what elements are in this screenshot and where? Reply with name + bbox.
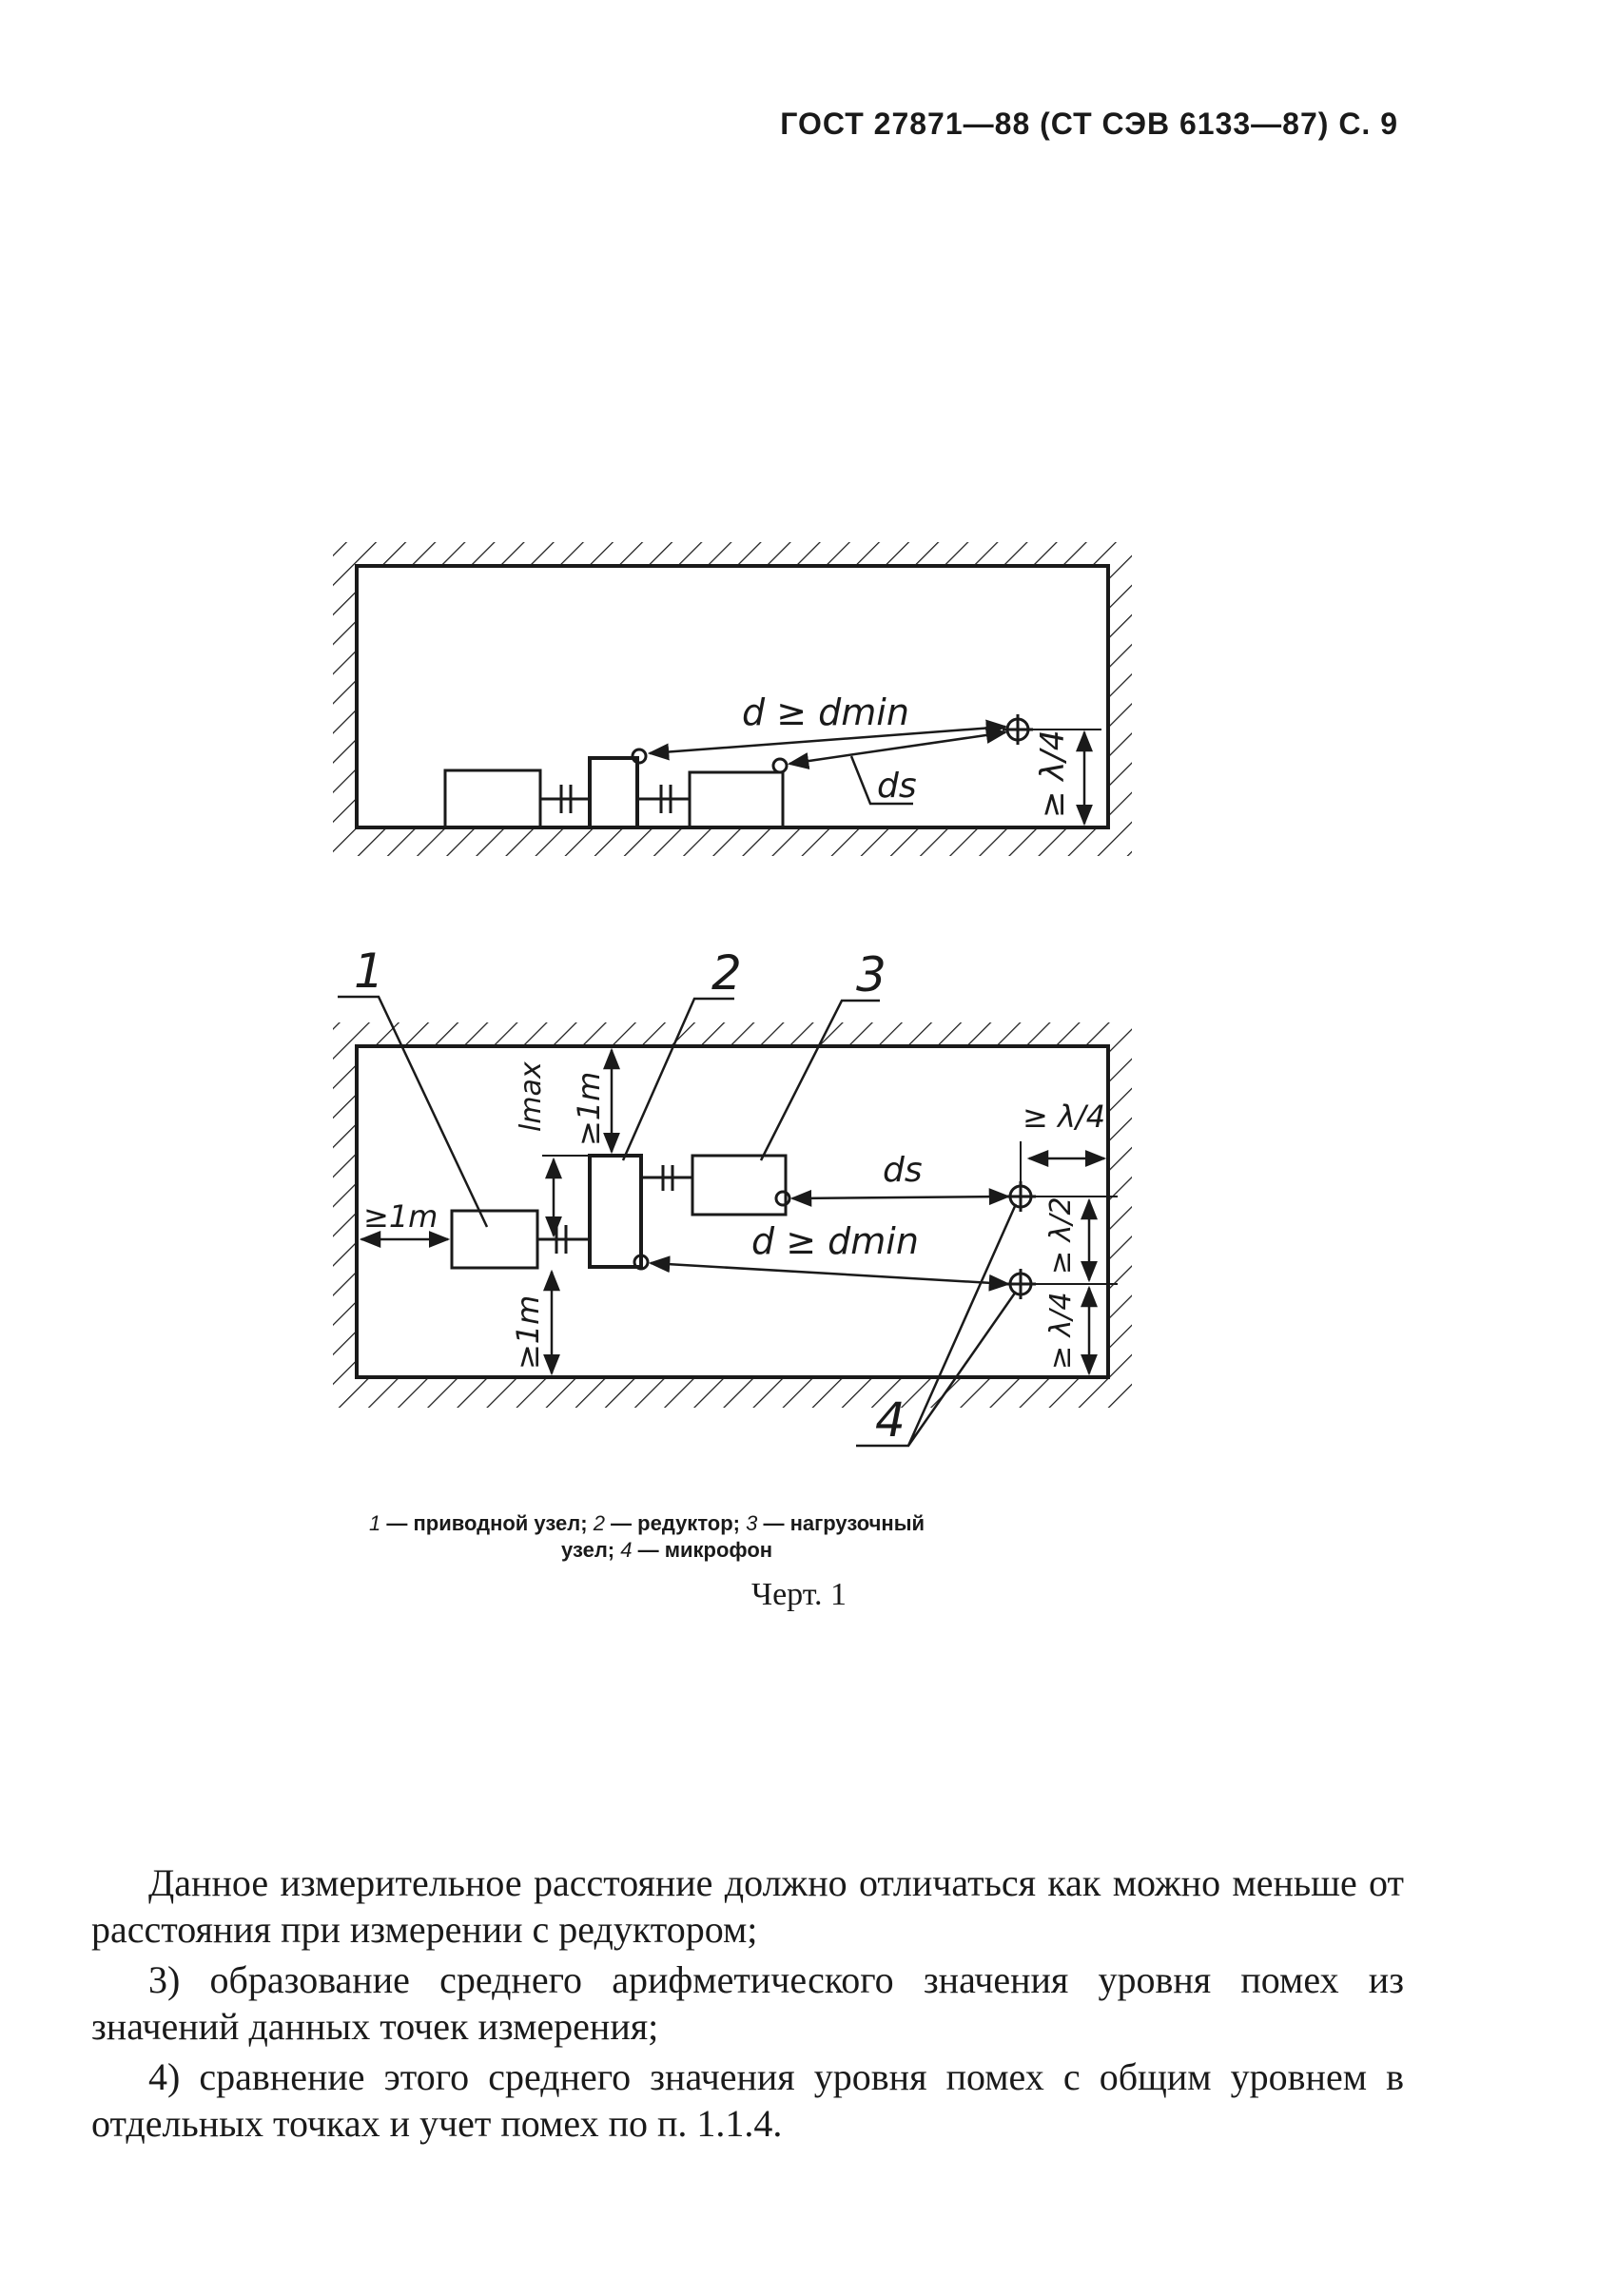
callout-1 <box>338 944 487 1227</box>
legend-item-4-text: — микрофон <box>632 1538 773 1562</box>
top-view-ds-arrow <box>789 732 1005 764</box>
plan-view-microphone-lower <box>1005 1269 1036 1299</box>
plan-view-ds-arrow <box>792 1197 1008 1198</box>
plan-view-coupling-1 <box>537 1225 590 1254</box>
plan-view-bottom-gap-label: ≥1m <box>510 1294 546 1370</box>
legend-item-1-number: 1 <box>369 1511 381 1535</box>
plan-view-distance-d-arrow <box>651 1263 1008 1284</box>
top-view-ds-label: ds <box>877 767 917 806</box>
top-view-microphone <box>1003 714 1033 745</box>
callout-3 <box>761 947 886 1160</box>
paragraph-2: 3) образование среднего арифметического значения уровня помех из значений данных точек измерения; <box>91 1958 1404 2048</box>
plan-view-top-gap-label: ≥1m <box>571 1071 607 1146</box>
figure-caption <box>0 1577 1617 1613</box>
callout-2 <box>623 945 742 1160</box>
plan-view-drive-unit <box>452 1211 537 1268</box>
legend-item-3-text: — нагрузочный <box>757 1511 925 1535</box>
top-view-gearbox <box>590 758 637 827</box>
legend-item-3-continuation: узел; <box>561 1538 621 1562</box>
legend-item-2-number: 2 <box>593 1511 605 1535</box>
top-view-coupling-1 <box>540 785 588 813</box>
figure-legend <box>361 1510 1103 1564</box>
plan-view-lambda-mid-label: ≥ λ/2 <box>1044 1197 1078 1274</box>
figure-caption-text: Черт. 1 <box>750 1577 847 1612</box>
legend-row-1 <box>361 1510 1103 1537</box>
plan-view-microphone-upper <box>1005 1181 1036 1212</box>
callout-2-number: 2 <box>711 945 742 1001</box>
legend-item-1-text: — приводной узел; <box>380 1511 594 1535</box>
plan-view-coupling-2 <box>641 1165 692 1191</box>
paragraph-3: 4) сравнение этого среднего значения уровня помех с общим уровнем в отдельных точках и учет помех по п. 1.1.4. <box>91 2055 1404 2145</box>
plan-view-ds-label: ds <box>883 1151 923 1190</box>
paragraph-1: Данное измерительное расстояние должно отличаться как можно меньше от расстояния при измерении с редуктором; <box>91 1861 1404 1951</box>
plan-view-distance-d-label: d ≥ dmin <box>751 1220 919 1262</box>
page-header: ГОСТ 27871—88 (СТ СЭВ 6133—87) С. 9 <box>780 107 1398 141</box>
callout-3-number: 3 <box>856 947 886 1002</box>
top-view-drive-unit <box>445 770 540 827</box>
top-view-coupling-2 <box>637 785 690 813</box>
legend-item-3-number: 3 <box>746 1511 758 1535</box>
plan-view-left-gap-label: ≥1m <box>363 1198 438 1235</box>
legend-row-2 <box>361 1537 1103 1564</box>
top-view-distance-d-label: d ≥ dmin <box>742 691 909 733</box>
top-view-load-point <box>773 759 787 772</box>
top-view-lambda-label: ≥ λ/4 <box>1034 730 1072 818</box>
plan-view-lambda-bottom-label: ≥ λ/4 <box>1044 1292 1078 1370</box>
plan-view-load-unit <box>692 1156 786 1215</box>
callout-4-number: 4 <box>875 1392 906 1448</box>
top-view-section <box>333 542 1132 856</box>
plan-view-lmax-label: lmax <box>515 1061 548 1132</box>
plan-view-section <box>333 944 1132 1448</box>
legend-item-2-text: — редуктор; <box>604 1511 747 1535</box>
plan-view-gearbox <box>590 1156 641 1267</box>
callout-1-number: 1 <box>354 944 384 999</box>
plan-view-load-point <box>776 1192 789 1205</box>
body-text <box>91 1859 1404 2150</box>
top-view-load-unit <box>690 772 783 827</box>
legend-item-4-number: 4 <box>620 1538 633 1562</box>
top-view-room-outline <box>357 566 1108 827</box>
plan-view-lambda-top-label: ≥ λ/4 <box>1023 1099 1106 1135</box>
top-view-hatching <box>333 542 1132 856</box>
